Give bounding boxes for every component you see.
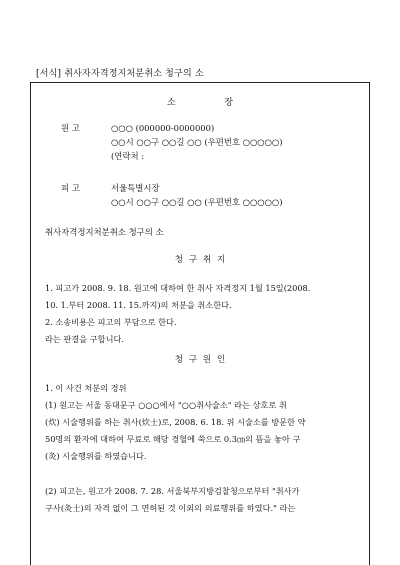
plaintiff-address: ○○시 ○○구 ○○길 ○○ (우편번호 ○○○○○) [111, 137, 283, 147]
claim-line: 1. 피고가 2008. 9. 18. 원고에 대하여 한 취사 자격정지 1월 15일(2008. [45, 283, 311, 293]
defendant-name: 서울특별시장 [111, 183, 160, 193]
case-name: 취사자격정지처분취소 청구의 소 [45, 227, 164, 237]
cause-line: 50명의 환자에 대하여 무료로 해당 경혈에 쑥으로 0.3㎝의 뜸을 놓아 구 [45, 434, 301, 444]
claim-line: 10. 1.부터 2008. 11. 15.까지)의 처분을 취소한다. [45, 300, 232, 310]
form-caption: [서식] 취사자자격정지처분취소 청구의 소 [36, 69, 204, 79]
plaintiff-label: 원 고 [61, 123, 80, 133]
claim-line: 라는 판결을 구합니다. [45, 334, 124, 344]
defendant-address: ○○시 ○○구 ○○길 ○○ (우편번호 ○○○○○) [111, 197, 283, 207]
complaint-document [30, 82, 370, 565]
cause-line: 구사(灸士)의 자격 없이 그 면허된 것 이외의 의료행위를 하였다." 라는 [45, 503, 296, 513]
plaintiff-name: ○○○ (000000-0000000) [111, 123, 215, 133]
cause-heading: 청 구 원 인 [174, 355, 226, 365]
claim-text [45, 280, 310, 348]
plaintiff-contact: (연락처 : [111, 151, 145, 161]
cause-line: (1) 원고는 서울 동대문구 ○○○에서 "○○취사술소" 라는 상호로 취 [45, 400, 287, 410]
document-title: 소 장 [166, 98, 234, 108]
defendant-label: 피 고 [61, 183, 80, 193]
cause-text [45, 380, 306, 465]
claim-heading: 청 구 취 지 [174, 255, 226, 265]
cause-text-2 [45, 483, 299, 517]
cause-line: (炊) 시술행위를 하는 취사(炊士)로, 2008. 6. 18. 위 시술소를 방문한 약 [45, 417, 306, 427]
claim-line: 2. 소송비용은 피고의 부담으로 한다. [45, 317, 177, 327]
cause-line: 1. 이 사건 처분의 경위 [45, 383, 127, 393]
cause-line: (2) 피고는, 원고가 2008. 7. 28. 서울북부지방검찰청으로부터 "취사가 [45, 486, 300, 496]
cause-line: (灸) 시술행위를 하였습니다. [45, 451, 147, 461]
